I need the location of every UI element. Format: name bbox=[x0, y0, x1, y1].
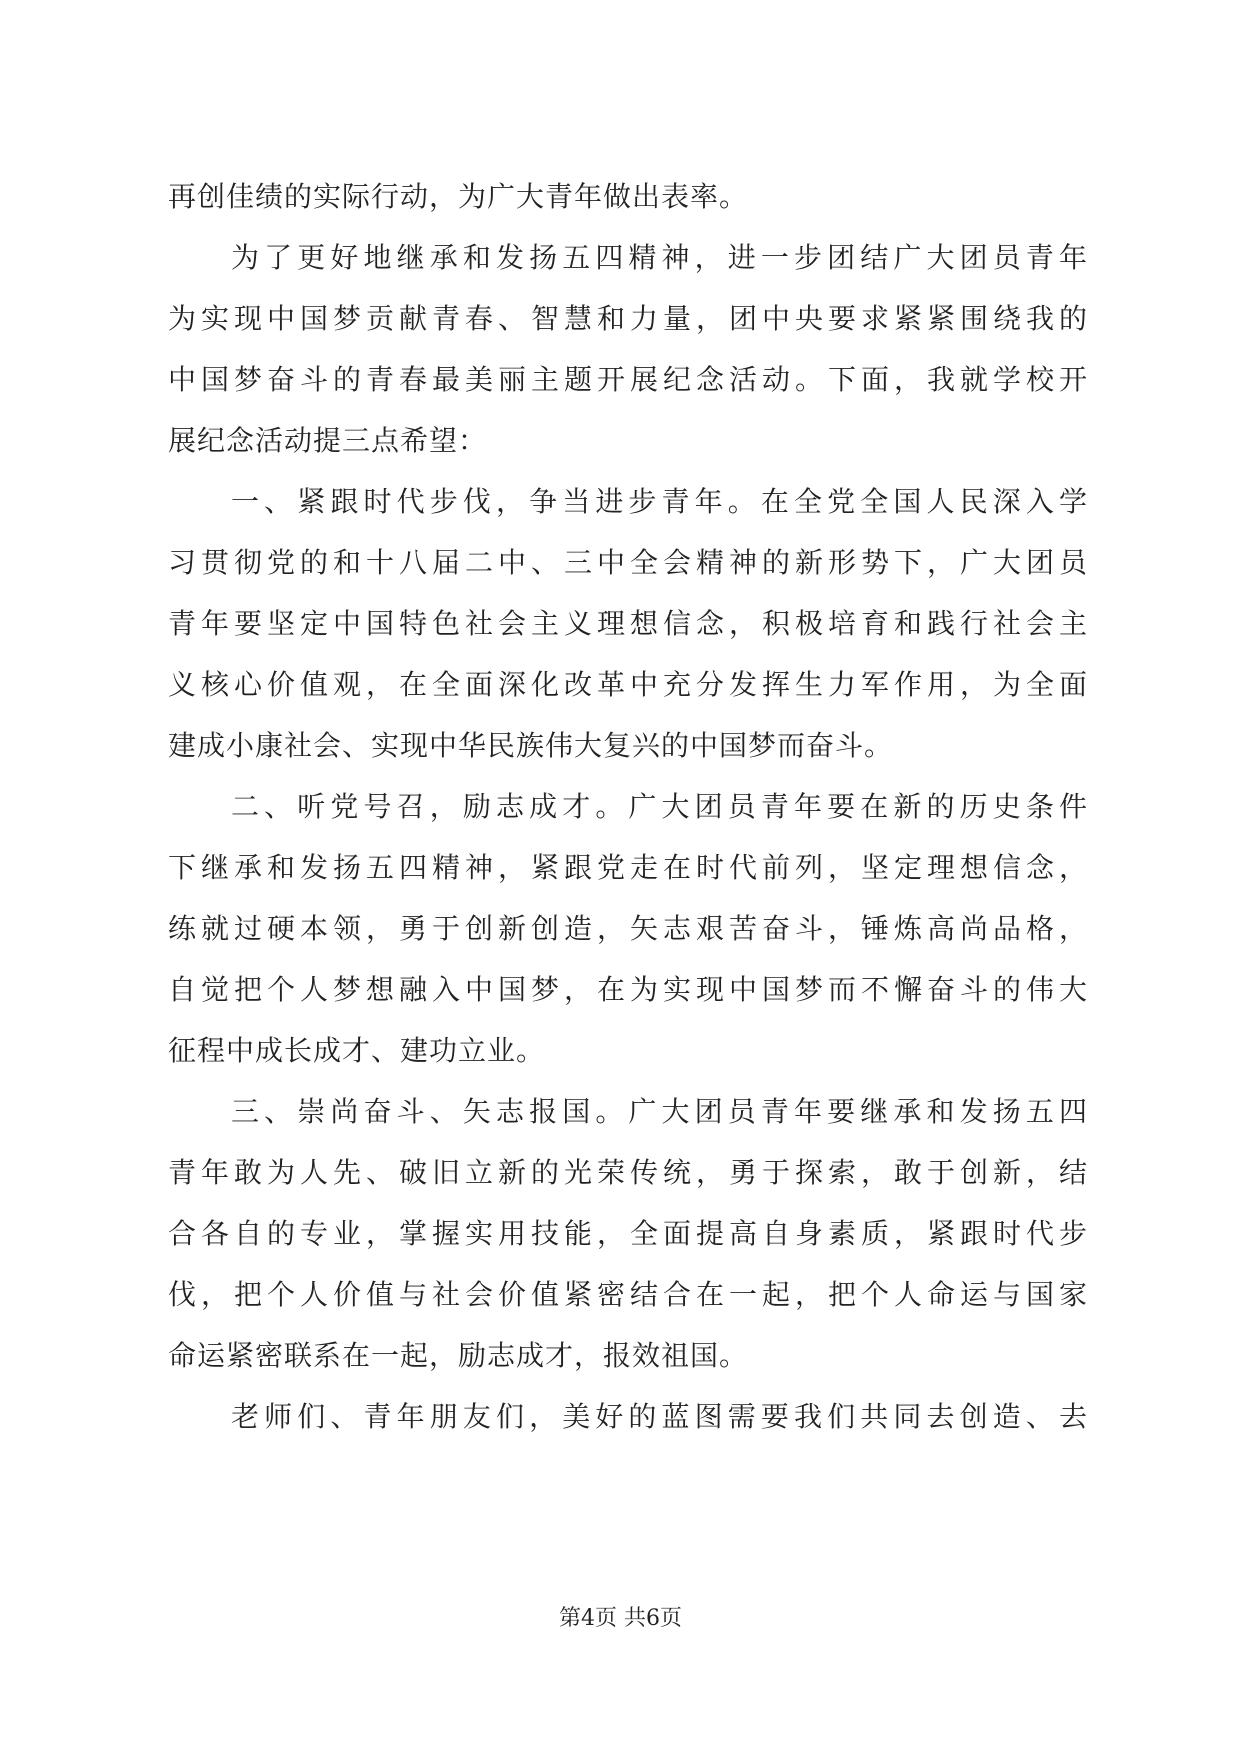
paragraph-line: 合各自的专业，掌握实用技能，全面提高自身素质，紧跟时代步 bbox=[168, 1217, 1088, 1250]
paragraph-line: 一、紧跟时代步伐，争当进步青年。在全党全国人民深入学 bbox=[231, 485, 1088, 518]
page-footer: 第4页 共6页 bbox=[559, 1606, 682, 1631]
paragraph-line: 自觉把个人梦想融入中国梦，在为实现中国梦而不懈奋斗的伟大 bbox=[168, 973, 1088, 1006]
paragraph-line: 征程中成长成才、建功立业。 bbox=[168, 1034, 546, 1067]
paragraph-line: 义核心价值观，在全面深化改革中充分发挥生力军作用，为全面 bbox=[168, 668, 1088, 701]
paragraph-line: 伐，把个人价值与社会价值紧密结合在一起，把个人命运与国家 bbox=[168, 1278, 1088, 1311]
paragraph-line: 下继承和发扬五四精神，紧跟党走在时代前列，坚定理想信念， bbox=[168, 851, 1088, 884]
paragraph bbox=[168, 227, 1088, 471]
paragraph-line: 练就过硬本领，勇于创新创造，矢志艰苦奋斗，锤炼高尚品格， bbox=[168, 912, 1088, 945]
paragraph-line: 三、崇尚奋斗、矢志报国。广大团员青年要继承和发扬五四 bbox=[231, 1095, 1088, 1128]
paragraph-line: 建成小康社会、实现中华民族伟大复兴的中国梦而奋斗。 bbox=[168, 729, 894, 762]
paragraph bbox=[168, 1081, 1088, 1386]
paragraph-line: 命运紧密联系在一起，励志成才，报效祖国。 bbox=[168, 1339, 749, 1372]
paragraph-line: 为了更好地继承和发扬五四精神，进一步团结广大团员青年 bbox=[231, 241, 1088, 274]
paragraph-line: 青年要坚定中国特色社会主义理想信念，积极培育和践行社会主 bbox=[168, 607, 1088, 640]
paragraph bbox=[168, 776, 1088, 1081]
paragraph-line: 习贯彻党的和十八届二中、三中全会精神的新形势下，广大团员 bbox=[168, 546, 1088, 579]
paragraph bbox=[168, 166, 1088, 227]
paragraph bbox=[168, 471, 1088, 776]
paragraph-line: 展纪念活动提三点希望： bbox=[168, 424, 488, 457]
paragraph bbox=[168, 1386, 1088, 1447]
paragraph-line: 再创佳绩的实际行动，为广大青年做出表率。 bbox=[168, 180, 749, 213]
paragraph-line: 二、听党号召，励志成才。广大团员青年要在新的历史条件 bbox=[231, 790, 1088, 823]
paragraph-line: 青年敢为人先、破旧立新的光荣传统，勇于探索，敢于创新，结 bbox=[168, 1156, 1088, 1189]
paragraph-line: 为实现中国梦贡献青春、智慧和力量，团中央要求紧紧围绕我的 bbox=[168, 302, 1088, 335]
paragraph-line: 老师们、青年朋友们，美好的蓝图需要我们共同去创造、去 bbox=[231, 1400, 1088, 1433]
document-body bbox=[168, 166, 1088, 1447]
paragraph-line: 中国梦奋斗的青春最美丽主题开展纪念活动。下面，我就学校开 bbox=[168, 363, 1088, 396]
